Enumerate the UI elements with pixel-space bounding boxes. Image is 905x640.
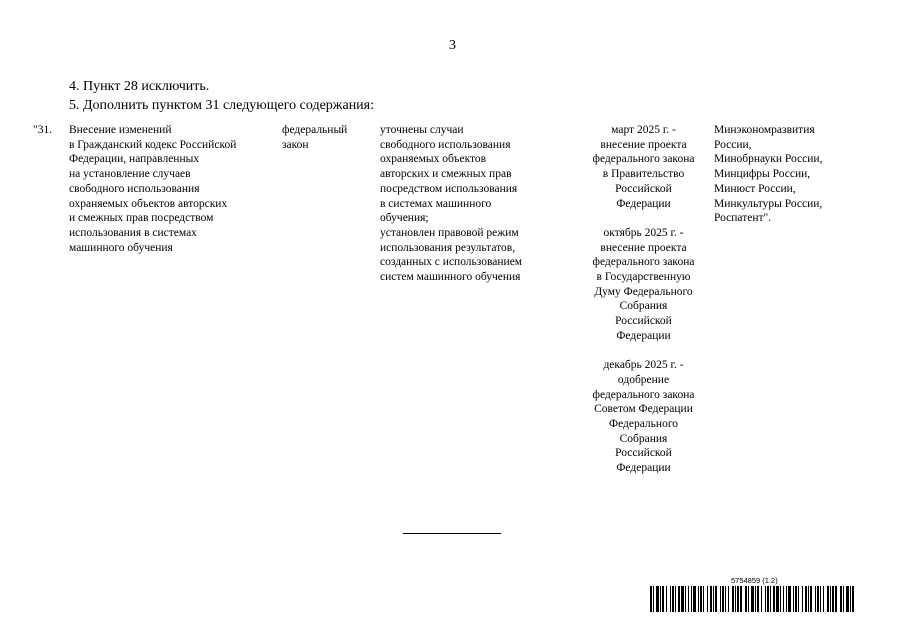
barcode-bar [666,586,667,612]
deadline-line: Федерации [616,197,671,210]
end-divider [403,533,501,534]
deadline-line: Советом Федерации [594,403,693,416]
barcode-bar [776,586,779,612]
barcode-bar [808,586,809,612]
barcode-bar [662,586,664,612]
barcode-bar [715,586,717,612]
barcode-bar [770,586,771,612]
expected-result-line: обучения; [380,212,429,225]
barcode-bar [681,586,684,612]
page-number: 3 [449,38,456,53]
barcode-bar [700,586,702,612]
barcode-bar [810,586,812,612]
expected-result-line: свободного использования [380,138,511,151]
barcode-bar [835,586,837,612]
deadline-line: федерального закона [592,153,695,166]
deadline-line: Собрания [619,300,668,313]
barcode-bar [728,586,729,612]
barcode-bar [817,586,819,612]
deadline-line: март 2025 г. - [611,124,676,136]
deadline-line: октябрь 2025 г. - [603,226,684,239]
expected-result-line: созданных с использованием [380,256,523,269]
barcode-bar [783,586,784,612]
document-type-cell [282,123,347,152]
deadline-line: Собрания [619,432,668,445]
responsible-line: Роспатент". [714,212,772,225]
responsible-line: Минюст России, [714,182,796,195]
document-type-line: федеральный [282,124,348,136]
barcode-bar [820,586,821,612]
barcode-bar [670,586,671,612]
barcode-bar [780,586,781,612]
barcode-bar [757,586,759,612]
document-type-line: закон [282,138,309,151]
barcode-bar [786,586,787,612]
barcode-bar [672,586,674,612]
measure-name-line: машинного обучения [69,241,173,254]
measure-name-line: свободного использования [69,182,200,195]
measure-name-cell [69,123,236,255]
barcode-bar [767,586,769,612]
responsible-line: Минэкономразвития [714,124,815,136]
barcode-bar [650,586,652,612]
barcode-bar [720,586,721,612]
barcode-bar [740,586,742,612]
responsible-line: Минобрнауки России, [714,153,823,166]
measure-name-line: в Гражданский кодекс Российской [69,138,237,151]
measure-name-line: использования в системах [69,226,197,239]
barcode-bar [788,586,791,612]
barcode-bar [653,586,654,612]
barcode-bar [846,586,849,612]
barcode-bar [748,586,749,612]
barcode-bar [802,586,803,612]
deadline-line: федерального закона [592,388,695,401]
barcode-bar [737,586,739,612]
measure-name-line: охраняемых объектов авторских [69,197,228,210]
barcode-bar [840,586,842,612]
paragraph-item-5: 5. Дополнить пунктом 31 следующего содержания: [69,98,375,113]
expected-result-line: посредством использования [380,182,518,195]
responsible-cell [714,123,822,226]
barcode-bar [713,586,714,612]
measure-name-line: Внесение изменений [69,124,172,136]
deadline-block [575,123,712,211]
barcode-bar [827,586,829,612]
barcode-bar [703,586,704,612]
barcode [650,586,856,612]
measure-name-line: на установление случаев [69,168,191,181]
barcode-bar [707,586,708,612]
barcode-bar [755,586,756,612]
barcode-bar [685,586,686,612]
expected-result-cell [380,123,522,285]
barcode-bar [693,586,696,612]
measure-name-line: и смежных прав посредством [69,212,214,225]
deadline-line: Федерации [616,462,671,475]
barcode-caption: 5754859 (1.2) [731,576,778,585]
deadline-line: Федерации [616,329,671,342]
responsible-line: Минкультуры России, [714,197,823,210]
responsible-line: России, [714,138,752,151]
barcode-bar [710,586,712,612]
barcode-bar [852,586,854,612]
barcode-bar [795,586,797,612]
barcode-bar [725,586,726,612]
expected-result-line: использования результатов, [380,241,516,254]
deadline-line: Российской [615,182,672,195]
barcode-bar [765,586,766,612]
deadline-line: Думу Федерального [594,285,693,298]
barcode-bar [678,586,680,612]
responsible-line: Минцифры России, [714,168,811,181]
deadline-line: в Государственную [596,271,691,284]
barcode-bar [660,586,661,612]
deadline-line: декабрь 2025 г. - [603,359,684,372]
barcode-bar [815,586,816,612]
expected-result-line: авторских и смежных прав [380,168,512,181]
deadline-line: Российской [615,447,672,460]
barcode-bar [773,586,775,612]
deadline-line: Российской [615,315,672,328]
barcode-bar [675,586,676,612]
deadline-line: в Правительство [602,168,685,181]
row-number: "31. [33,124,53,136]
barcode-bar [843,586,844,612]
paragraph-item-4: 4. Пункт 28 исключить. [69,79,210,94]
barcode-bar [793,586,794,612]
deadline-line: федерального закона [592,256,695,269]
deadline-cell [575,123,712,476]
expected-result-line: в системах машинного [380,197,492,210]
deadline-line: внесение проекта [600,138,687,151]
barcode-bar [735,586,736,612]
expected-result-line: установлен правовой режим [380,226,519,239]
measure-name-line: Федерации, направленных [69,153,200,166]
barcode-bar [823,586,824,612]
barcode-bar [761,586,762,612]
barcode-bar [722,586,724,612]
barcode-bar [805,586,807,612]
barcode-bar [698,586,699,612]
deadline-block [575,358,712,476]
barcode-bar [832,586,834,612]
deadline-block [575,226,712,344]
barcode-bar [688,586,689,612]
expected-result-line: охраняемых объектов [380,153,487,166]
deadline-line: Федерального [608,418,679,431]
barcode-bar [691,586,692,612]
barcode-bar [656,586,659,612]
expected-result-line: систем машинного обучения [380,271,521,284]
barcode-bar [732,586,734,612]
barcode-bar [850,586,851,612]
deadline-line: одобрение [617,373,670,386]
expected-result-line: уточнены случаи [380,124,464,136]
deadline-line: внесение проекта [600,241,687,254]
barcode-bar [798,586,799,612]
barcode-bar [745,586,747,612]
barcode-bar [751,586,754,612]
barcode-bar [830,586,831,612]
